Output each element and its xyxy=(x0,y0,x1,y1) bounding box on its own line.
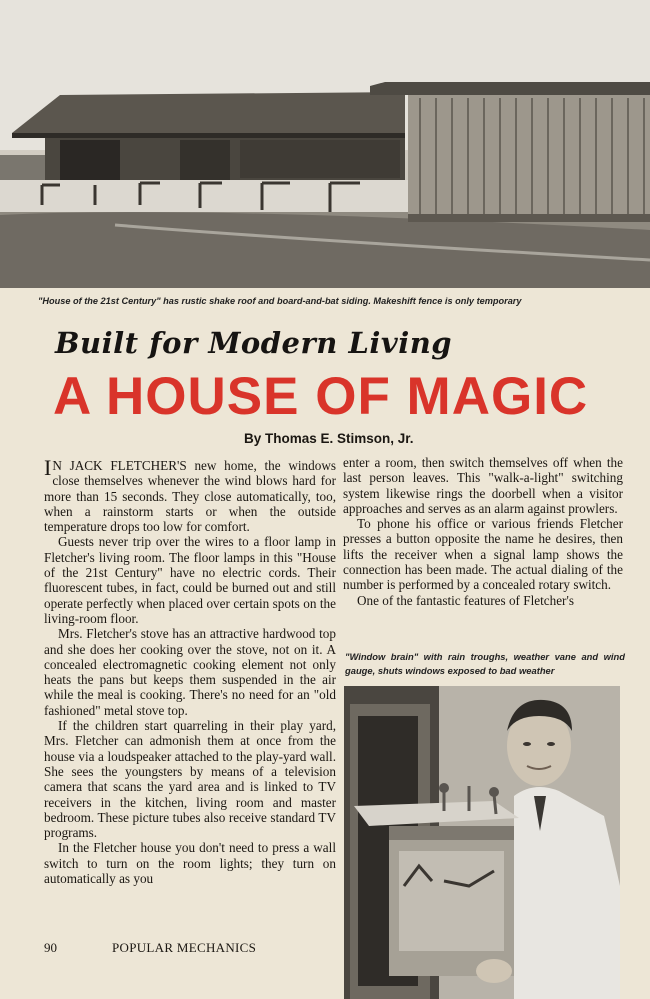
article-column-right xyxy=(343,455,623,608)
paragraph: Mrs. Fletcher's stove has an attractive hardwood top and she does her cooking over the stove, not on it. A concealed electromagnetic cooking element not only heats the pans but keeps them suspended in the air while the meal is cooking. There's no need for an "old fashioned" metal stove top. xyxy=(44,626,336,718)
paragraph: In the Fletcher house you don't need to press a wall switch to turn on the room lights; they turn on automatically as you xyxy=(44,840,336,887)
paragraph-text: N JACK FLETCHER'S new home, the windows close themselves whenever the wind blows hard for more than 15 seconds. They close automatically, too, when a rainstorm starts or when the outside temperature drops too low for comfort. xyxy=(44,458,336,535)
window-brain-photo xyxy=(344,686,620,999)
window-brain-illustration xyxy=(344,686,620,999)
article-byline: By Thomas E. Stimson, Jr. xyxy=(244,431,414,446)
paragraph: Guests never trip over the wires to a floor lamp in Fletcher's living room. The floor lamps in this "House of the 21st Century" have no electric cords. Their fluorescent tubes, in fact, could be burned out and still operate perfectly when placed over certain spots on the living-room floor. xyxy=(44,534,336,626)
article-column-left xyxy=(44,455,336,887)
top-photo-caption: "House of the 21st Century" has rustic shake roof and board-and-bat siding. Makeshift fence is only temporary xyxy=(38,296,522,306)
magazine-name: POPULAR MECHANICS xyxy=(112,940,257,955)
paragraph: If the children start quarreling in their play yard, Mrs. Fletcher can admonish them at once from the house via a loudspeaker attached to the play-yard wall. She sees the youngsters by means of a television camera that scans the yard area and is linked to TV receivers in the kitchen, living room and master bedroom. These picture tubes also receive standard TV programs. xyxy=(44,718,336,841)
article-headline: A HOUSE OF MAGIC xyxy=(53,367,589,426)
house-photo-illustration xyxy=(0,0,650,288)
article-kicker: Built for Modern Living xyxy=(55,326,453,360)
paragraph: To phone his office or various friends Fletcher presses a button opposite the name he desires, then lifts the receiver when a signal lamp shows the connection has been made. The actual dialing of the number is performed by a concealed rotary switch. xyxy=(343,516,623,593)
drop-cap: I xyxy=(44,455,52,480)
window-brain-caption: "Window brain" with rain troughs, weather vane and wind gauge, shuts windows exposed to bad weather xyxy=(345,651,625,676)
page-number: 90 xyxy=(44,940,57,955)
paragraph: enter a room, then switch themselves off when the last person leaves. This "walk-a-light" switching system likewise rings the doorbell when a visitor approaches and serves as an alarm against prowlers. xyxy=(343,455,623,516)
house-photo xyxy=(0,0,650,288)
paragraph: One of the fantastic features of Fletcher's xyxy=(357,592,574,608)
paragraph xyxy=(44,455,336,535)
